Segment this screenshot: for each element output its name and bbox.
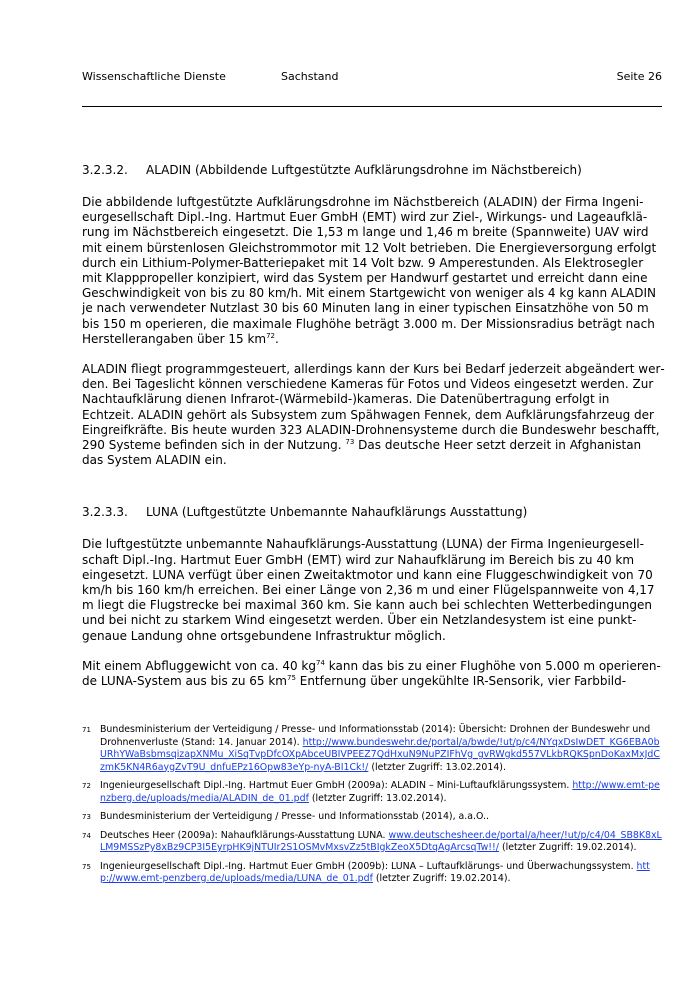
- section-number: 3.2.3.2.: [82, 163, 128, 177]
- paragraph-luna-1: Die luftgestützte unbemannte Nahaufklärungs-Ausstattung (LUNA) der Firma Ingenieurgesellschaft Dipl.-Ing. Hartmut Euer GmbH (EMT) wird zur Nahaufklärung im Bereich bis zu 40 km eingesetzt. LUNA verfügt über einen Zweitaktmotor und kann eine Fluggeschwindigkeit von 70 km/h bis 160 km/h erreichen. Bei einer Länge von 2,36 m und einer Flügelspannweite von 4,17 m liegt die Flugstrecke bei maximal 360 km. Sie kann auch bei schlechten Wetterbedingungen und bei nicht zu starkem Wind eingesetzt werden. Über ein Netzlandesystem ist eine punktgenaue Landung ohne ortsgebundene Infrastruktur möglich.: [82, 537, 655, 643]
- footnote-number: 73: [82, 813, 91, 821]
- paragraph-luna-2: Mit einem Abfluggewicht von ca. 40 $kg^{74}$ kann das bis zu einer Flughöhe von 5.000 m operierende LUNA-System aus bis zu 65 $km^{75}$ Entfernung über ungekühlte IR-Sensorik, vier Farbbild-: [82, 658, 661, 689]
- footnote-number: 74: [82, 831, 91, 840]
- paragraph-aladin-1: Die abbildende luftgestützte Aufklärungsdrohne im Nächstbereich (ALADIN) der Firma Ingenieurgesellschaft Dipl.-Ing. Hartmut Euer GmbH (EMT) wird zur Ziel-, Wirkungs- und Lageaufklärung im Nächstbereich eingesetzt. Die 1,53 m lange und 1,46 m breite (Spannweite) UAV wird mit einem bürstenlosen Gleichstrommotor mit 12 Volt betrieben. Die Energieversorgung erfolgt durch ein Lithium-Polymer-Batteriepaket mit 14 Volt bzw. 9 Amperestunden. Als Elektrosegler mit Klapppropeller konzipiert, wird das System per Handwurf gestartet und erreicht dann eine Geschwindigkeit von bis zu 80 km/h. Mit einem Startgewicht von weniger als 4 kg kann ALADIN je nach verwendeter Nutzlast 30 bis 60 Minuten lang in einer typischen Einsatzhöhe von 50 m bis 150 m operieren, die maximale Flughöhe beträgt 3.000 m. Der Missionsradius beträgt nach Herstellerangaben über 15 $km^{72}$.: [82, 195, 657, 346]
- footnote-75: 75 Ingenieurgesellschaft Dipl.-Ing. Hartmut Euer GmbH (2009b): LUNA – Luftaufklärungs- und Überwachungssystem. http://www.emt-penzberg.de/uploads/media/LUNA_de_01.pdf (letzter Zugriff: 19.02.2014).: [82, 860, 650, 884]
- footnote-link[interactable]: www.deutschesheer.de/portal/a/heer/!ut/p/c4/04_SB8K8xLLM9MSSzPy8xBz9CP3I5EyrpHK9jNTUIr2S1OSMvMxsvZz5tBIgkZeoX5DtqAgArcsqTw!!/: [100, 829, 662, 853]
- header-document-type: Sachstand: [281, 70, 339, 83]
- footnote-71: 71 Bundesministerium der Verteidigung / Presse- und Informationsstab (2014): Übersicht: Drohnen der Bundeswehr und Drohnenverluste (Stand: 14. Januar 2014). http://www.bundeswehr.de/portal/a/bwde/!ut/p/c4/NYqxDsIwDET_KG6EBA0bURhYWaBsbmsqizapXNMu_XiSqTvpDfcOXpAbceUBIVPEEZ7QdHxuN9NuPZIFhVg_gvRWgkd557VLkbRQKSpnDoKaxMxJdCzmK5KN4R6aygZvT9U_dnfuEPz16Opw83eYp-nyA-BI1Ck!/ (letzter Zugriff: 13.02.2014).: [82, 724, 660, 773]
- header-page-number: Seite 26: [616, 70, 662, 83]
- page-header: [82, 70, 662, 90]
- section-number: 3.2.3.3.: [82, 505, 128, 520]
- footnote-number: 71: [82, 726, 91, 734]
- section-heading-luna: [82, 504, 665, 521]
- main-content: [82, 162, 665, 689]
- footnote-ref-74[interactable]: 74: [316, 658, 325, 667]
- footnote-number: 72: [82, 782, 91, 790]
- footnote-74: 74 Deutsches Heer (2009a): Nahaufklärungs-Ausstattung LUNA. www.deutschesheer.de/portal/a/heer/!ut/p/c4/04_SB8K8xLLM9MSSzPy8xBz9CP3I5EyrpHK9jNTUIr2S1OSMvMxsvZz5tBIgkZeoX5DtqAgArcsqTw!!/ (letzter Zugriff: 19.02.2014).: [82, 829, 662, 853]
- footnote-link[interactable]: http://www.emt-penzberg.de/uploads/media/LUNA_de_01.pdf: [100, 860, 650, 884]
- footnote-ref-73[interactable]: 73: [345, 438, 355, 447]
- footnote-link[interactable]: http://www.emt-penzberg.de/uploads/media/ALADIN_de_01.pdf: [100, 780, 660, 804]
- header-rule: [82, 106, 662, 107]
- footnotes: [82, 724, 662, 892]
- footnote-number: 75: [82, 862, 91, 871]
- footnote-link[interactable]: http://www.bundeswehr.de/portal/a/bwde/!ut/p/c4/NYqxDsIwDET_KG6EBA0bURhYWaBsbmsqizapXNMu_XiSqTvpDfcOXpAbceUBIVPEEZ7QdHxuN9NuPZIFhVg_gvRWgkd557VLkbRQKSpnDoKaxMxJdCzmK5KN4R6aygZvT9U_dnfuEPz16Opw83eYp-nyA-BI1Ck!/: [100, 736, 660, 773]
- section-title: LUNA (Luftgestützte Unbemannte Nahaufklärungs Ausstattung): [146, 505, 528, 520]
- footnote-73: 73 Bundesministerium der Verteidigung / Presse- und Informationsstab (2014), a.a.O..: [82, 811, 489, 822]
- footnote-ref-72[interactable]: 72: [266, 331, 276, 340]
- header-institution: Wissenschaftliche Dienste: [82, 70, 226, 83]
- paragraph-aladin-2: ALADIN fliegt programmgesteuert, allerdings kann der Kurs bei Bedarf jederzeit abgeändert werden. Bei Tageslicht können verschiedene Kameras für Fotos und Videos eingesetzt werden. Zur Nachtaufklärung dienen Infrarot-(Wärmebild-)kameras. Die Datenübertragung erfolgt in Echtzeit. ALADIN gehört als Subsystem zum Spähwagen Fennek, dem Aufklärungsfahrzeug der Eingreifkräfte. Bis heute wurden 323 ALADIN-Drohnensysteme durch die Bundeswehr beschafft, 290 Systeme befinden sich in der Nutzung. $^{73}$ Das deutsche Heer setzt derzeit in Afghanistan das System ALADIN ein.: [82, 362, 665, 468]
- section-title: ALADIN (Abbildende Luftgestützte Aufklärungsdrohne im Nächstbereich): [146, 163, 582, 177]
- section-heading-aladin: [82, 162, 665, 179]
- footnote-72: 72 Ingenieurgesellschaft Dipl.-Ing. Hartmut Euer GmbH (2009a): ALADIN – Mini-Luftaufklärungssystem. http://www.emt-penzberg.de/uploads/media/ALADIN_de_01.pdf (letzter Zugriff: 13.02.2014).: [82, 780, 660, 804]
- footnote-ref-75[interactable]: 75: [286, 674, 296, 683]
